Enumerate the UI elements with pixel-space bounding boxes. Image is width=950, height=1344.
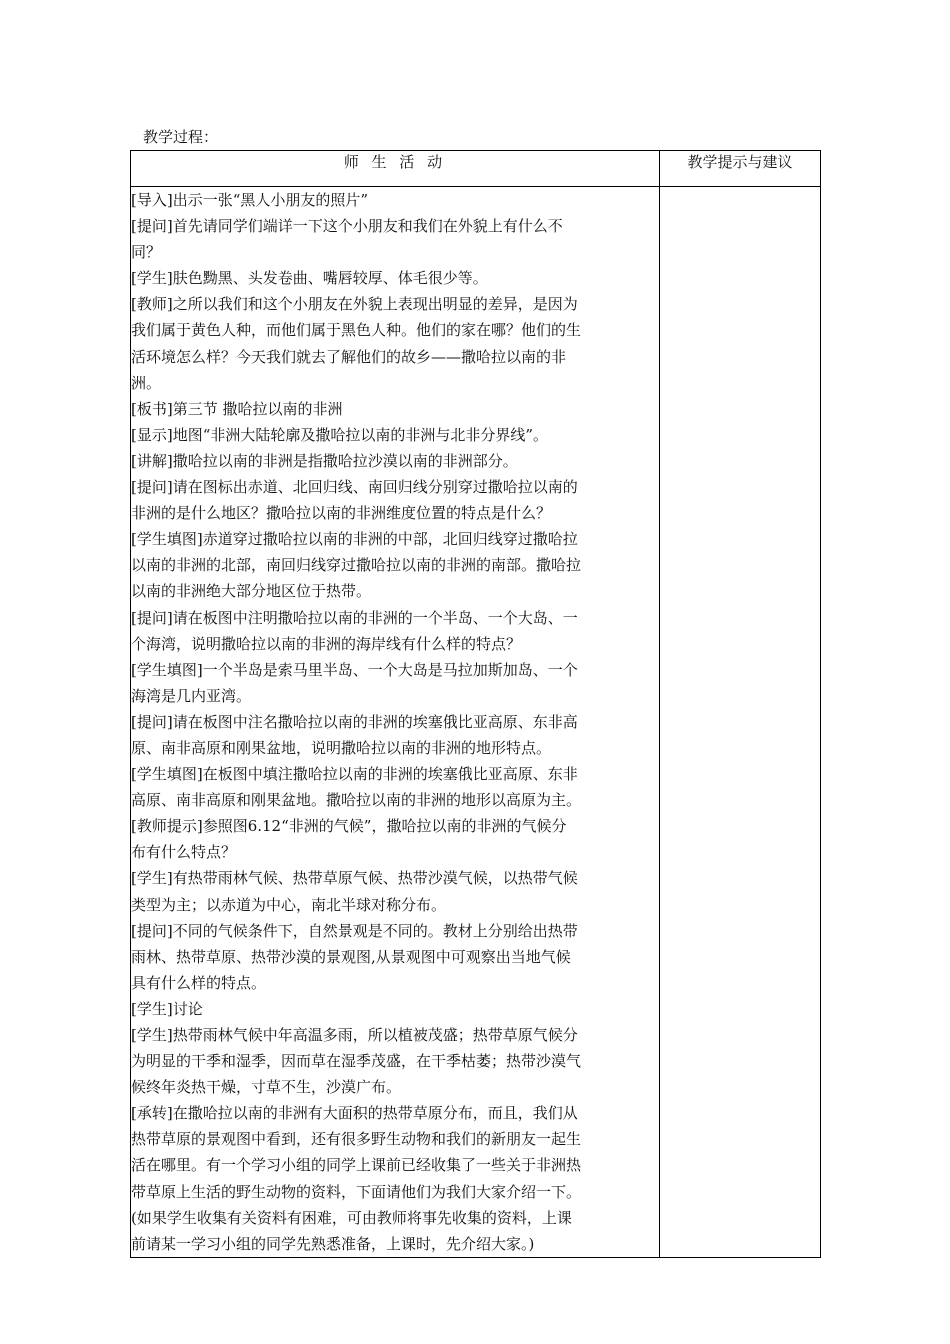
- text-line: 以南的非洲绝大部分地区位于热带。: [131, 582, 372, 601]
- column-header-tips: 教学提示与建议: [660, 151, 821, 187]
- text-line: [导入]出示一张“黑人小朋友的照片”: [131, 191, 369, 209]
- table-body-row: [131, 187, 821, 1258]
- text-line: [讲解]撒哈拉以南的非洲是指撒哈拉沙漠以南的非洲部分。: [131, 451, 518, 470]
- text-line: 洲。: [131, 373, 162, 392]
- text-line: [学生]热带雨林气候中年高温多雨，所以植被茂盛；热带草原气候分: [131, 1026, 578, 1044]
- text-line: [显示]地图“非洲大陆轮廓及撒哈拉以南的非洲与北非分界线”。: [131, 425, 549, 444]
- tips-cell: [660, 187, 821, 1258]
- text-line: 热带草原的景观图中看到，还有很多野生动物和我们的新朋友一起生: [131, 1130, 582, 1149]
- text-line: [学生]讨论: [131, 999, 203, 1018]
- text-line: 雨林、热带草原、热带沙漠的景观图,从景观图中可观察出当地气候: [131, 947, 571, 966]
- text-line: 我们属于黄色人种，而他们属于黑色人种。他们的家在哪？他们的生: [131, 321, 582, 340]
- text-line: [学生填图]一个半岛是索马里半岛、一个大岛是马拉加斯加岛、一个: [131, 660, 578, 679]
- text-line: 活在哪里。有一个学习小组的同学上课前已经收集了一些关于非洲热: [131, 1156, 582, 1175]
- text-line: 活环境怎么样？今天我们就去了解他们的故乡——撒哈拉以南的非: [131, 347, 567, 366]
- text-line: 同？: [131, 243, 162, 262]
- text-line: [提问]请在板图中注名撒哈拉以南的非洲的埃塞俄比亚高原、东非高: [131, 712, 578, 731]
- text-line: 海湾是几内亚湾。: [131, 686, 252, 705]
- text-line: 高原、南非高原和刚果盆地。撒哈拉以南的非洲的地形以高原为主。: [131, 791, 582, 810]
- text-line: [提问]首先请同学们端详一下这个小朋友和我们在外貌上有什么不: [131, 217, 563, 236]
- text-line: 为明显的干季和湿季，因而草在湿季茂盛，在干季枯萎；热带沙漠气: [131, 1052, 582, 1071]
- text-line: [教师提示]参照图6.12“非洲的气候”，撒哈拉以南的非洲的气候分: [131, 817, 567, 836]
- text-line: 非洲的是什么地区？撒哈拉以南的非洲维度位置的特点是什么？: [131, 504, 552, 523]
- text-line: 具有什么样的特点。: [131, 973, 267, 992]
- text-line: 个海湾，说明撒哈拉以南的非洲的海岸线有什么样的特点？: [131, 634, 522, 653]
- text-line: [提问]请在板图中注明撒哈拉以南的非洲的一个半岛、一个大岛、一: [131, 608, 578, 627]
- table-header-row: [131, 151, 821, 187]
- text-line: [学生填图]赤道穿过撒哈拉以南的非洲的中部，北回归线穿过撒哈拉: [131, 530, 578, 549]
- text-line: (如果学生收集有关资料有困难，可由教师将事先收集的资料，上课: [131, 1208, 572, 1227]
- text-line: [学生]有热带雨林气候、热带草原气候、热带沙漠气候，以热带气候: [131, 869, 578, 888]
- text-line: [提问]请在图标出赤道、北回归线、南回归线分别穿过撒哈拉以南的: [131, 478, 578, 497]
- text-line: [教师]之所以我们和这个小朋友在外貌上表现出明显的差异，是因为: [131, 295, 578, 314]
- text-line: [学生]肤色黝黑、头发卷曲、嘴唇较厚、体毛很少等。: [131, 269, 488, 288]
- text-line: [提问]不同的气候条件下，自然景观是不同的。教材上分别给出热带: [131, 921, 578, 940]
- text-line: 带草原上生活的野生动物的资料，下面请他们为我们大家介绍一下。: [131, 1182, 582, 1201]
- lesson-table: [130, 150, 821, 1258]
- text-line: 前请某一学习小组的同学先熟悉准备，上课时，先介绍大家。): [131, 1234, 535, 1253]
- section-heading: 教学过程：: [143, 128, 219, 146]
- text-line: 原、南非高原和刚果盆地，说明撒哈拉以南的非洲的地形特点。: [131, 738, 552, 757]
- text-line: [承转]在撒哈拉以南的非洲有大面积的热带草原分布，而且，我们从: [131, 1104, 578, 1123]
- text-line: 候终年炎热干燥，寸草不生，沙漠广布。: [131, 1078, 402, 1097]
- column-header-activities: 师 生 活 动: [131, 151, 660, 187]
- text-line: [板书]第三节 撒哈拉以南的非洲: [131, 399, 343, 418]
- activities-cell: [131, 187, 660, 1258]
- text-line: [学生填图]在板图中填注撒哈拉以南的非洲的埃塞俄比亚高原、东非: [131, 765, 578, 784]
- text-line: 以南的非洲的北部，南回归线穿过撒哈拉以南的非洲的南部。撒哈拉: [131, 556, 582, 575]
- text-line: 布有什么特点？: [131, 843, 237, 862]
- text-line: 类型为主；以赤道为中心，南北半球对称分布。: [131, 895, 447, 914]
